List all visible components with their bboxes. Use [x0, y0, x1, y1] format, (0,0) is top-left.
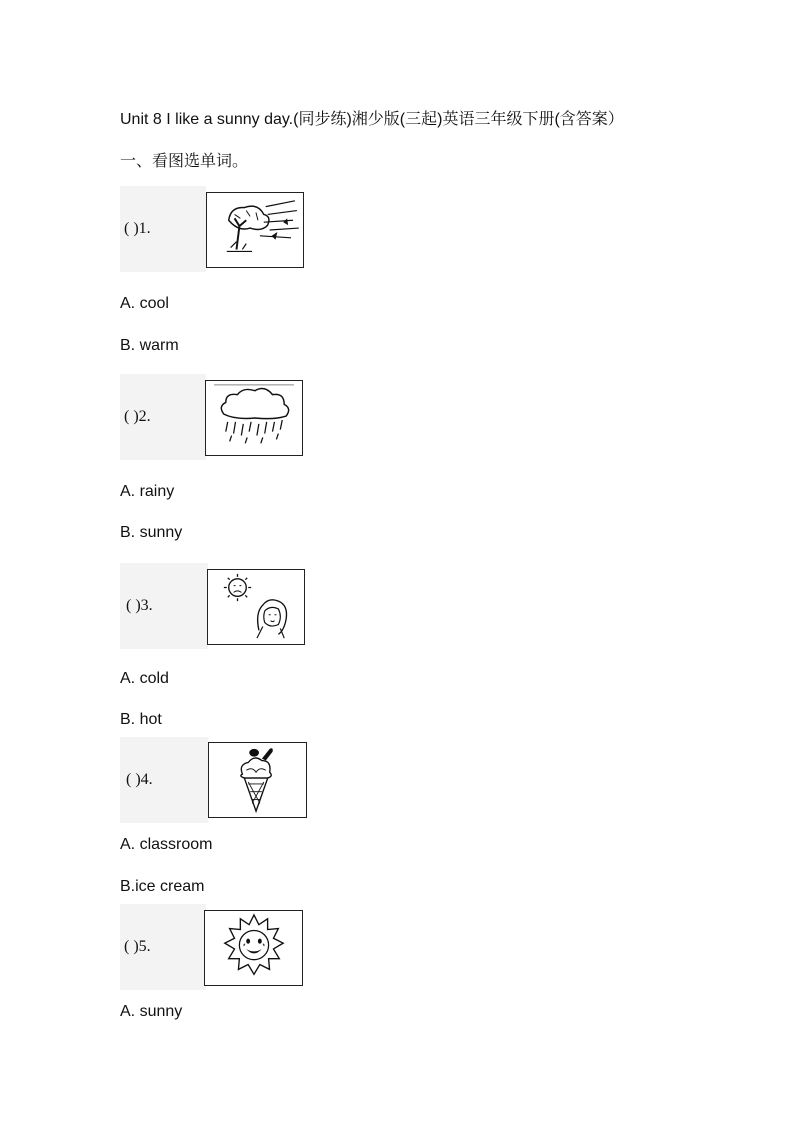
answer-blank: ( )4.: [126, 771, 153, 788]
rain-cloud-icon: [205, 380, 303, 456]
hot-sun-person-icon: [207, 569, 305, 645]
answer-blank: ( )5.: [124, 938, 151, 955]
option-a: A. cool: [120, 295, 169, 312]
option-b: B. warm: [120, 337, 179, 354]
section-heading: 一、看图选单词。: [120, 153, 249, 170]
option-b: B. sunny: [120, 524, 183, 541]
answer-blank: ( )3.: [126, 597, 153, 614]
option-a: A. classroom: [120, 836, 213, 853]
option-a: A. sunny: [120, 1003, 183, 1020]
document-title: Unit 8 I like a sunny day.(同步练)湘少版(三起)英语三年级下册(含答案）: [120, 111, 624, 128]
option-a: A. cold: [120, 670, 169, 687]
windy-tree-icon: [206, 192, 304, 268]
option-a: A. rainy: [120, 483, 175, 500]
smiling-sun-icon: [204, 910, 303, 986]
answer-blank: ( )1.: [124, 220, 151, 237]
option-b: B.ice cream: [120, 878, 205, 895]
ice-cream-icon: [208, 742, 307, 818]
answer-blank: ( )2.: [124, 408, 151, 425]
option-b: B. hot: [120, 711, 162, 728]
